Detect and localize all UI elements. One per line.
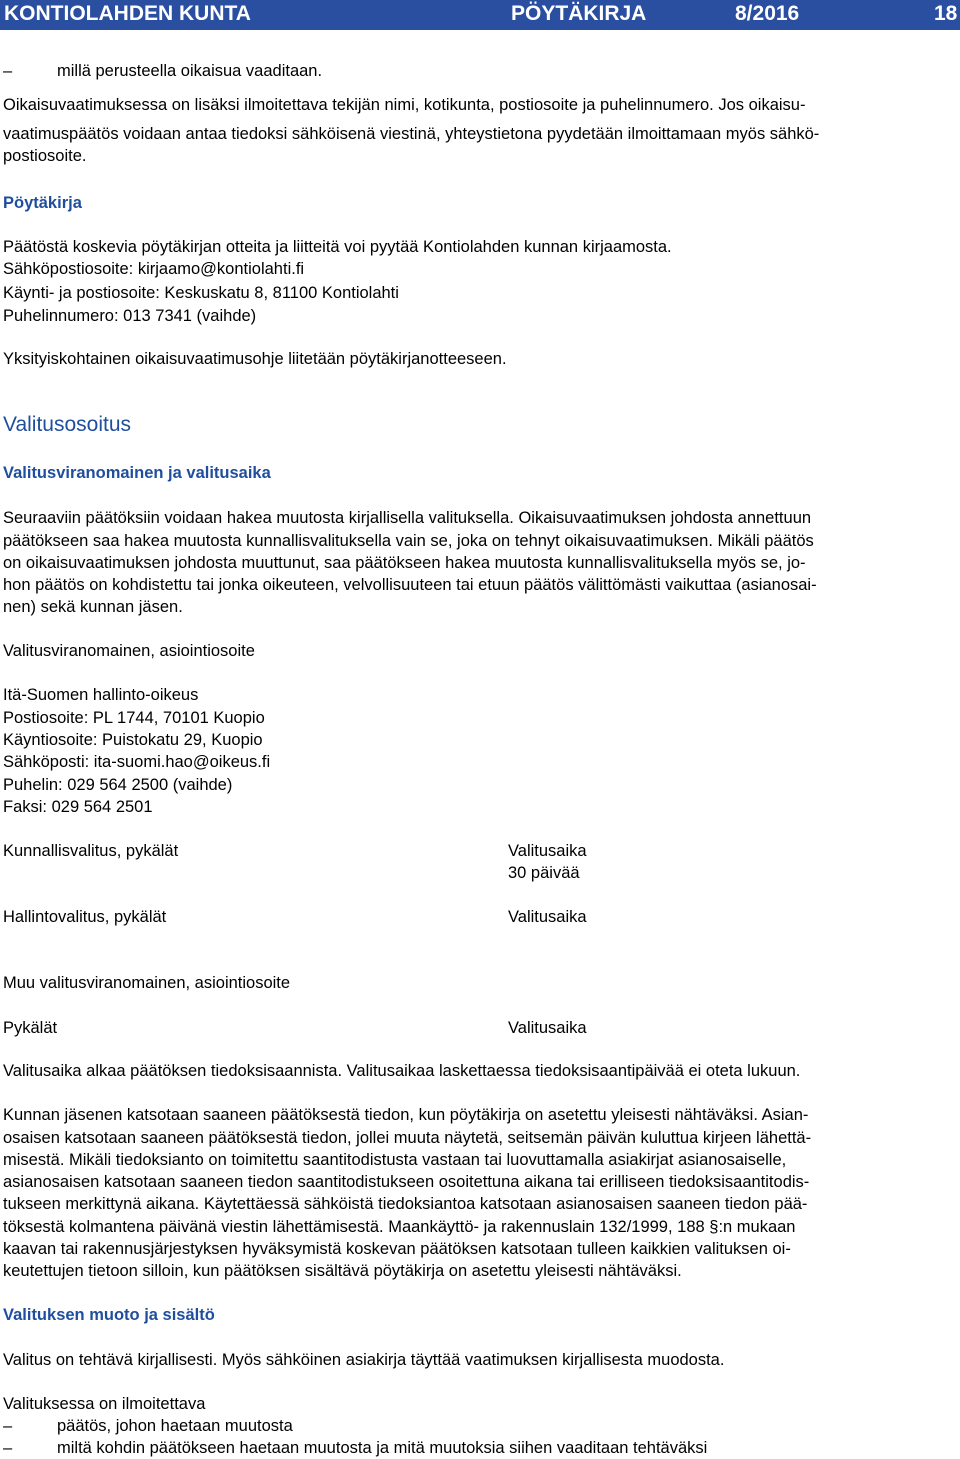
authority-line: Käyntiosoite: Puistokatu 29, Kuopio <box>3 731 263 749</box>
body-line: päätökseen saa hakea muutosta kunnallisvalituksella vain se, joka on tehnyt oikaisuvaatimuksen. Mikäli päätös <box>3 532 814 550</box>
body-line: on oikaisuvaatimuksen johdosta muuttunut, saa päätökseen hakea muutosta kunnallisvalituksella myös se, jo- <box>3 554 806 572</box>
body-line: Sähköpostiosoite: kirjaamo@kontiolahti.fi <box>3 260 305 278</box>
authority-line: Puhelin: 029 564 2500 (vaihde) <box>3 776 233 794</box>
kunnallisvalitus-time-label: Valitusaika <box>508 842 587 860</box>
form-heading: Valituksen muoto ja sisältö <box>3 1306 215 1324</box>
form-text: Valitus on tehtävä kirjallisesti. Myös sähköinen asiakirja täyttää vaatimuksen kirjallisesta muodosta. <box>3 1351 725 1369</box>
notice-line: keutettujen tietoon silloin, kun päätöksen sisältävä pöytäkirja on asetettu yleisesti nähtäväksi. <box>3 1262 682 1280</box>
section-title-valitusosoitus: Valitusosoitus <box>3 413 132 436</box>
notice-line: Kunnan jäsenen katsotaan saaneen päätöksestä tiedon, kun pöytäkirja on asetettu yleisesti nähtäväksi. Asian- <box>3 1106 809 1124</box>
authority-line: Sähköposti: ita-suomi.hao@oikeus.fi <box>3 753 271 771</box>
other-authority-heading: Muu valitusviranomainen, asiointiosoite <box>3 974 291 992</box>
pykalat-label: Pykälät <box>3 1019 58 1037</box>
doc-number: 8/2016 <box>735 2 800 25</box>
notice-line: töksestä kolmantena päivänä viestin lähettämisestä. Maankäyttö- ja rakennuslain 132/1999, 188 §:n mukaan <box>3 1218 796 1236</box>
page-header <box>0 0 960 30</box>
hallintovalitus-label: Hallintovalitus, pykälät <box>3 908 167 926</box>
content-heading: Valituksessa on ilmoitettava <box>3 1395 206 1413</box>
intro-line: postiosoite. <box>3 147 87 165</box>
section-heading-poytakirja: Pöytäkirja <box>3 194 82 212</box>
dash-icon: – <box>3 1439 13 1457</box>
kunnallisvalitus-time-value: 30 päivää <box>508 864 580 882</box>
body-line: Seuraaviin päätöksiin voidaan hakea muutosta kirjallisella valituksella. Oikaisuvaatimuksen johdosta annettuun <box>3 509 812 527</box>
body-line: hon päätös on kohdistettu tai jonka oikeuteen, velvollisuuteen tai etuun päätös välittömästi vaikuttaa (asianosai- <box>3 576 817 594</box>
bullet-item: – päätös, johon haetaan muutosta <box>3 1417 293 1435</box>
body-line: nen) sekä kunnan jäsen. <box>3 598 183 616</box>
authority-heading: Valitusviranomainen, asiointiosoite <box>3 642 255 660</box>
kunnallisvalitus-label: Kunnallisvalitus, pykälät <box>3 842 179 860</box>
intro-line: vaatimuspäätös voidaan antaa tiedoksi sähköisenä viestinä, yhteystietona pyydetään ilmoittamaan myös sähkö- <box>3 125 820 143</box>
bullet-item: – millä perusteella oikaisua vaaditaan. <box>3 62 323 80</box>
subheading: Valitusviranomainen ja valitusaika <box>3 464 271 482</box>
doc-type: PÖYTÄKIRJA <box>511 2 647 25</box>
bullet-item: – miltä kohdin päätökseen haetaan muutosta ja mitä muutoksia siihen vaaditaan tehtäväksi <box>3 1439 708 1457</box>
authority-line: Postiosoite: PL 1744, 70101 Kuopio <box>3 709 265 727</box>
body-line: Puhelinnumero: 013 7341 (vaihde) <box>3 307 257 325</box>
dash-icon: – <box>3 62 13 80</box>
notice-line: asianosaisen katsotaan saaneen tiedon saantitodistukseen osoitettuna aikana tai erilliseen tiedoksisaantitodis- <box>3 1173 810 1191</box>
intro-line: Oikaisuvaatimuksessa on lisäksi ilmoitettava tekijän nimi, kotikunta, postiosoite ja puhelinnumero. Jos oikaisu- <box>3 96 806 114</box>
body-line: Yksityiskohtainen oikaisuvaatimusohje liitetään pöytäkirjanotteeseen. <box>3 350 507 368</box>
start-note: Valitusaika alkaa päätöksen tiedoksisaannista. Valitusaikaa laskettaessa tiedoksisaantipäivää ei oteta lukuun. <box>3 1062 801 1080</box>
dash-icon: – <box>3 1417 13 1435</box>
notice-line: tukseen merkittynä aikana. Käytettäessä sähköistä tiedoksiantoa katsotaan asianosaisen saaneen tiedon pää- <box>3 1195 808 1213</box>
hallintovalitus-time-label: Valitusaika <box>508 908 587 926</box>
notice-line: osaisen katsotaan saaneen päätöksestä tiedon, jollei muuta näytetä, seitsemän päivän kuluttua kirjeen lähettä- <box>3 1129 812 1147</box>
page-number: 18 <box>934 2 958 25</box>
pykalat-time-label: Valitusaika <box>508 1019 587 1037</box>
notice-line: kaavan tai rakennusjärjestyksen hyväksymistä koskevan päätöksen katsotaan tulleen kaikkien valituksen oi- <box>3 1240 791 1258</box>
body-line: Käynti- ja postiosoite: Keskuskatu 8, 81100 Kontiolahti <box>3 284 399 302</box>
body-line: Päätöstä koskevia pöytäkirjan otteita ja liitteitä voi pyytää Kontiolahden kunnan kirjaamosta. <box>3 238 672 256</box>
notice-line: misestä. Mikäli tiedoksianto on toimitettu saantitodistusta vastaan tai luovuttamalla asiakirjat asianosaiselle, <box>3 1151 787 1169</box>
authority-line: Itä-Suomen hallinto-oikeus <box>3 686 199 704</box>
org-name: KONTIOLAHDEN KUNTA <box>4 2 251 25</box>
authority-line: Faksi: 029 564 2501 <box>3 798 153 816</box>
